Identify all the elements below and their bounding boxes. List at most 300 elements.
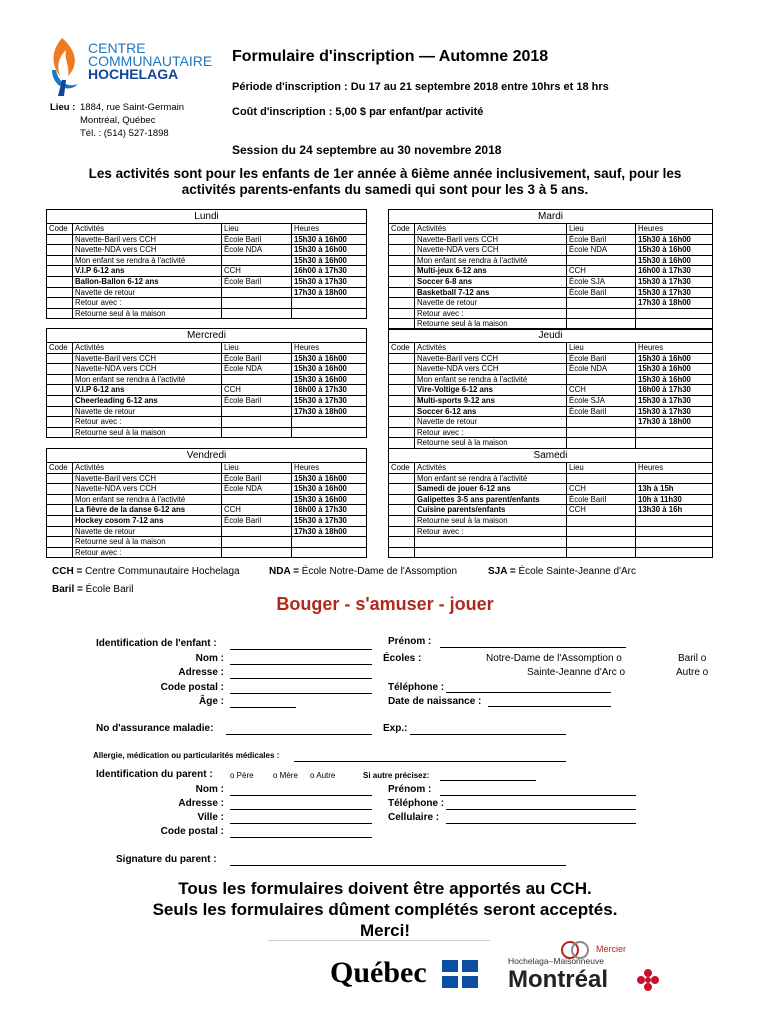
column-header: Code: [47, 463, 73, 474]
column-header: Lieu: [222, 224, 292, 235]
activity-cell: Samedi de jouer 6-12 ans: [415, 484, 567, 495]
activity-cell: Retour avec :: [73, 547, 222, 558]
hours-cell: 17h30 à 18h00: [292, 406, 367, 417]
hours-cell: 17h30 à 18h00: [636, 417, 713, 428]
hours-cell: 15h30 à 16h00: [636, 255, 713, 266]
day-title: Samedi: [389, 449, 713, 463]
column-header: Activités: [415, 224, 567, 235]
hours-cell: [636, 308, 713, 319]
footer-note: Tous les formulaires doivent être apportés au CCH. Seuls les formulaires dûment complétés seront acceptés. Merci!: [152, 879, 618, 940]
code-cell[interactable]: [389, 308, 415, 319]
code-cell[interactable]: [47, 473, 73, 484]
activity-cell: Navette de retour: [415, 417, 567, 428]
activity-cell: [415, 537, 567, 548]
activity-cell: Retour avec :: [415, 308, 567, 319]
activity-cell: Mon enfant se rendra à l'activité: [73, 374, 222, 385]
column-header: Lieu: [222, 343, 292, 354]
activity-cell: Navette-Baril vers CCH: [73, 353, 222, 364]
table-row[interactable]: [47, 526, 367, 537]
code-cell[interactable]: [389, 494, 415, 505]
table-row[interactable]: [389, 427, 713, 438]
code-cell[interactable]: [389, 484, 415, 495]
location-cell: [567, 298, 636, 309]
legend-sja: SJA = École Sainte-Jeanne d'Arc: [488, 566, 637, 577]
table-row[interactable]: [389, 406, 713, 417]
other-option[interactable]: o Autre: [310, 771, 336, 780]
parent-postal-label: Code postal :: [160, 826, 224, 837]
code-cell[interactable]: [389, 287, 415, 298]
code-cell[interactable]: [389, 298, 415, 309]
code-cell[interactable]: [389, 255, 415, 266]
day-title: Vendredi: [47, 449, 367, 463]
intro-text: Les activités sont pour les enfants de 1er année à 6ième année inclusivement, sauf, pour les activités parents-enfants du samedi qui sont pour les 3 à 5 ans.: [88, 166, 682, 197]
code-cell[interactable]: [389, 276, 415, 287]
activity-cell: Retourne seul à la maison: [415, 515, 567, 526]
health-insurance-label: No d'assurance maladie:: [96, 723, 214, 734]
table-row[interactable]: [389, 494, 713, 505]
session-dates: Session du 24 septembre au 30 novembre 2018: [232, 143, 502, 157]
expiry-label: Exp.:: [383, 723, 408, 734]
activity-cell: Soccer 6-8 ans: [415, 276, 567, 287]
code-cell[interactable]: [389, 537, 415, 548]
child-id-label: Identification de l'enfant :: [96, 638, 217, 649]
code-cell[interactable]: [389, 473, 415, 484]
table-row[interactable]: [47, 364, 367, 375]
table-row[interactable]: [389, 308, 713, 319]
hours-cell: [636, 537, 713, 548]
child-age-input[interactable]: [230, 707, 296, 708]
day-title: Mardi: [389, 210, 713, 224]
hours-cell: 15h30 à 16h00: [292, 234, 367, 245]
table-row[interactable]: [47, 484, 367, 495]
activity-cell: Navette-NDA vers CCH: [73, 245, 222, 256]
birthdate-label: Date de naissance :: [388, 696, 482, 707]
column-header: Activités: [415, 463, 567, 474]
column-header: Code: [47, 343, 73, 354]
table-row[interactable]: [47, 417, 367, 428]
hours-cell: 15h30 à 16h00: [292, 473, 367, 484]
table-row[interactable]: [47, 234, 367, 245]
code-cell[interactable]: [47, 255, 73, 266]
table-row[interactable]: [389, 255, 713, 266]
code-cell[interactable]: [389, 505, 415, 516]
activity-cell: Retourne seul à la maison: [415, 319, 567, 330]
montreal-logo: Mercier Hochelaga–Maisonneuve Montréal: [508, 940, 683, 1000]
parent-cell-label: Cellulaire :: [388, 812, 440, 823]
column-header: Heures: [636, 224, 713, 235]
column-header: Activités: [73, 343, 222, 354]
parent-city-label: Ville :: [197, 812, 224, 823]
schedule-mardi: [388, 209, 713, 330]
activity-cell: Multi-jeux 6-12 ans: [415, 266, 567, 277]
hours-cell: [636, 526, 713, 537]
hours-cell: [636, 427, 713, 438]
hours-cell: [292, 427, 367, 438]
location-cell: [567, 308, 636, 319]
column-header: Heures: [292, 343, 367, 354]
activity-cell: Retourne seul à la maison: [73, 537, 222, 548]
code-cell[interactable]: [47, 287, 73, 298]
column-header: Lieu: [222, 463, 292, 474]
hours-cell: 15h30 à 17h30: [292, 276, 367, 287]
location-cell: CCH: [567, 385, 636, 396]
table-row[interactable]: [389, 364, 713, 375]
table-row[interactable]: [389, 287, 713, 298]
column-header: Heures: [636, 343, 713, 354]
location-cell: [222, 298, 292, 309]
code-cell[interactable]: [389, 245, 415, 256]
lieu-label: Lieu :: [50, 102, 76, 113]
table-row[interactable]: [389, 438, 713, 449]
location-cell: École NDA: [222, 245, 292, 256]
code-cell[interactable]: [47, 537, 73, 548]
activity-cell: Soccer 6-12 ans: [415, 406, 567, 417]
column-header: Code: [47, 224, 73, 235]
schools-label: Écoles :: [383, 653, 422, 664]
father-option[interactable]: o Père: [230, 771, 254, 780]
table-row[interactable]: [47, 494, 367, 505]
code-cell[interactable]: [47, 406, 73, 417]
location-cell: École Baril: [567, 234, 636, 245]
hours-cell: [292, 547, 367, 558]
activity-cell: V.I.P 6-12 ans: [73, 266, 222, 277]
code-cell[interactable]: [389, 385, 415, 396]
table-row[interactable]: [389, 234, 713, 245]
schedule-mercredi: [46, 328, 367, 438]
location-cell: [222, 374, 292, 385]
activity-cell: Navette-NDA vers CCH: [415, 245, 567, 256]
code-cell[interactable]: [47, 364, 73, 375]
table-row[interactable]: [389, 245, 713, 256]
column-header: Lieu: [567, 463, 636, 474]
activity-cell: Navette de retour: [73, 406, 222, 417]
table-row[interactable]: [47, 385, 367, 396]
location-cell: [567, 537, 636, 548]
table-row[interactable]: [389, 505, 713, 516]
allergy-label: Allergie, médication ou particularités médicales :: [93, 751, 280, 760]
hours-cell: 15h30 à 17h30: [636, 395, 713, 406]
code-cell[interactable]: [389, 438, 415, 449]
table-row[interactable]: [47, 353, 367, 364]
location-cell: École Baril: [567, 353, 636, 364]
code-cell[interactable]: [47, 245, 73, 256]
table-row[interactable]: [47, 406, 367, 417]
location-cell: [222, 406, 292, 417]
hours-cell: 15h30 à 17h30: [636, 287, 713, 298]
code-cell[interactable]: [47, 417, 73, 428]
column-header: Activités: [73, 224, 222, 235]
school-other-option[interactable]: Autre o: [676, 667, 709, 678]
location-cell: École NDA: [567, 245, 636, 256]
code-cell[interactable]: [389, 234, 415, 245]
activity-cell: Mon enfant se rendra à l'activité: [73, 255, 222, 266]
location-cell: [567, 417, 636, 428]
code-cell[interactable]: [47, 484, 73, 495]
table-row[interactable]: [47, 287, 367, 298]
specify-input[interactable]: [440, 780, 536, 781]
code-cell[interactable]: [47, 234, 73, 245]
activity-cell: Navette-NDA vers CCH: [73, 484, 222, 495]
specify-label: Si autre précisez:: [363, 771, 430, 780]
column-header: Heures: [636, 463, 713, 474]
parent-phone-input[interactable]: [446, 809, 636, 810]
schedule-lundi: [46, 209, 367, 319]
activity-cell: Retourne seul à la maison: [73, 427, 222, 438]
parent-address-label: Adresse :: [178, 798, 224, 809]
parent-cell-input[interactable]: [446, 823, 636, 824]
signature-input[interactable]: [230, 865, 566, 866]
column-header: Code: [389, 463, 415, 474]
child-name-label: Nom :: [195, 653, 224, 664]
column-header: Lieu: [567, 224, 636, 235]
code-cell[interactable]: [47, 276, 73, 287]
table-row[interactable]: [47, 537, 367, 548]
table-row[interactable]: [389, 473, 713, 484]
hours-cell: 15h30 à 16h00: [292, 484, 367, 495]
table-row[interactable]: [389, 547, 713, 558]
table-row[interactable]: [389, 484, 713, 495]
code-cell[interactable]: [47, 505, 73, 516]
parent-firstname-input[interactable]: [440, 795, 636, 796]
table-row[interactable]: [389, 537, 713, 548]
child-phone-input[interactable]: [446, 692, 611, 693]
code-cell[interactable]: [389, 374, 415, 385]
registration-period: Période d'inscription : Du 17 au 21 septembre 2018 entre 10hrs et 18 hrs: [232, 81, 609, 93]
code-cell[interactable]: [47, 266, 73, 277]
school-nda-option[interactable]: Notre-Dame de l'Assomption o: [486, 653, 622, 664]
table-row[interactable]: [47, 374, 367, 385]
activity-cell: Retourne seul à la maison: [415, 438, 567, 449]
location-cell: École Baril: [222, 395, 292, 406]
code-cell[interactable]: [47, 515, 73, 526]
flame-icon: [48, 36, 80, 96]
legend-cch: CCH = Centre Communautaire Hochelaga: [52, 566, 240, 577]
location-cell: [222, 287, 292, 298]
activity-cell: Vire-Voltige 6-12 ans: [415, 385, 567, 396]
legend-baril: Baril = École Baril: [52, 584, 134, 595]
table-row[interactable]: [47, 308, 367, 319]
table-row[interactable]: [389, 353, 713, 364]
column-header: Code: [389, 343, 415, 354]
table-row[interactable]: [47, 245, 367, 256]
hours-cell: 17h30 à 18h00: [292, 526, 367, 537]
table-row[interactable]: [389, 374, 713, 385]
code-cell[interactable]: [47, 494, 73, 505]
table-row[interactable]: [47, 276, 367, 287]
table-row[interactable]: [389, 526, 713, 537]
code-cell[interactable]: [47, 526, 73, 537]
column-header: Activités: [415, 343, 567, 354]
location-cell: École NDA: [222, 364, 292, 375]
code-cell[interactable]: [47, 427, 73, 438]
code-cell[interactable]: [47, 395, 73, 406]
parent-city-input[interactable]: [230, 823, 372, 824]
schedule-jeudi: [388, 328, 713, 449]
code-cell[interactable]: [389, 427, 415, 438]
location-cell: [222, 537, 292, 548]
hours-cell: 15h30 à 17h30: [636, 406, 713, 417]
activity-cell: Navette-NDA vers CCH: [73, 364, 222, 375]
parent-name-label: Nom :: [195, 784, 224, 795]
code-cell[interactable]: [47, 353, 73, 364]
activity-cell: Navette-Baril vers CCH: [73, 234, 222, 245]
location-cell: [222, 417, 292, 428]
location-cell: [222, 308, 292, 319]
code-cell[interactable]: [389, 266, 415, 277]
day-title: Jeudi: [389, 329, 713, 343]
activity-cell: Navette-Baril vers CCH: [415, 353, 567, 364]
health-insurance-input[interactable]: [226, 734, 372, 735]
table-row[interactable]: [389, 266, 713, 277]
table-row[interactable]: [47, 515, 367, 526]
table-row[interactable]: [47, 266, 367, 277]
hours-cell: 16h00 à 17h30: [292, 505, 367, 516]
activity-cell: Navette de retour: [73, 526, 222, 537]
child-id-input[interactable]: [230, 649, 372, 650]
expiry-input[interactable]: [410, 734, 566, 735]
allergy-input[interactable]: [294, 761, 566, 762]
location-cell: École Baril: [222, 353, 292, 364]
activity-cell: Navette-NDA vers CCH: [415, 364, 567, 375]
location-cell: École Baril: [222, 515, 292, 526]
activity-cell: Navette de retour: [73, 287, 222, 298]
location-cell: École Baril: [222, 234, 292, 245]
org-name: CENTRE COMMUNAUTAIRE HOCHELAGA: [88, 40, 213, 82]
parent-address-input[interactable]: [230, 809, 372, 810]
code-cell[interactable]: [389, 406, 415, 417]
parent-name-input[interactable]: [230, 795, 372, 796]
code-cell[interactable]: [47, 547, 73, 558]
code-cell[interactable]: [389, 547, 415, 558]
birthdate-input[interactable]: [488, 706, 611, 707]
table-row[interactable]: [47, 395, 367, 406]
hours-cell: 15h30 à 17h30: [292, 515, 367, 526]
hours-cell: 15h30 à 16h00: [636, 234, 713, 245]
activity-cell: Mon enfant se rendra à l'activité: [415, 255, 567, 266]
divider: [268, 940, 490, 941]
day-title: Mercredi: [47, 329, 367, 343]
hours-cell: 17h30 à 18h00: [636, 298, 713, 309]
schedule-samedi: [388, 448, 713, 558]
address: 1884, rue Saint-Germain Montréal, Québec Tél. : (514) 527-1898: [80, 102, 185, 139]
hours-cell: 15h30 à 16h00: [636, 374, 713, 385]
child-age-label: Âge :: [199, 696, 224, 707]
table-row[interactable]: [47, 255, 367, 266]
code-cell[interactable]: [47, 308, 73, 319]
location-cell: École Baril: [222, 473, 292, 484]
table-row[interactable]: [389, 395, 713, 406]
hours-cell: 15h30 à 16h00: [292, 494, 367, 505]
schedule-vendredi: [46, 448, 367, 558]
code-cell[interactable]: [47, 385, 73, 396]
child-postal-input[interactable]: [230, 693, 372, 694]
code-cell[interactable]: [389, 515, 415, 526]
location-cell: CCH: [222, 505, 292, 516]
code-cell[interactable]: [389, 353, 415, 364]
school-sja-option[interactable]: Sainte-Jeanne d'Arc o: [527, 667, 626, 678]
hours-cell: 15h30 à 17h30: [292, 395, 367, 406]
column-header: Activités: [73, 463, 222, 474]
hours-cell: [292, 308, 367, 319]
hours-cell: 13h30 à 16h: [636, 505, 713, 516]
activity-cell: Hockey cosom 7-12 ans: [73, 515, 222, 526]
mother-option[interactable]: o Mère: [273, 771, 298, 780]
table-row[interactable]: [389, 515, 713, 526]
location-cell: [222, 547, 292, 558]
cost: Coût d'inscription : 5,00 $ par enfant/par activité: [232, 106, 484, 118]
hours-cell: 15h30 à 16h00: [292, 245, 367, 256]
activity-cell: Cuisine parents/enfants: [415, 505, 567, 516]
child-name-input[interactable]: [230, 664, 372, 665]
child-firstname-label: Prénom :: [388, 636, 432, 647]
table-row[interactable]: [47, 505, 367, 516]
parent-phone-label: Téléphone :: [388, 798, 445, 809]
table-row[interactable]: [47, 473, 367, 484]
hours-cell: 17h30 à 18h00: [292, 287, 367, 298]
signature-label: Signature du parent :: [116, 854, 217, 865]
column-header: Code: [389, 224, 415, 235]
child-address-input[interactable]: [230, 678, 372, 679]
location-cell: [567, 547, 636, 558]
table-row[interactable]: [389, 417, 713, 428]
hours-cell: 15h30 à 16h00: [292, 374, 367, 385]
code-cell[interactable]: [47, 298, 73, 309]
location-cell: [567, 438, 636, 449]
location-cell: École Baril: [567, 287, 636, 298]
hours-cell: [292, 298, 367, 309]
location-cell: École Baril: [222, 276, 292, 287]
quebec-flag-icon: [442, 960, 478, 988]
code-cell[interactable]: [47, 374, 73, 385]
code-cell[interactable]: [389, 364, 415, 375]
parent-postal-input[interactable]: [230, 837, 372, 838]
activity-cell: Navette-Baril vers CCH: [73, 473, 222, 484]
column-header: Heures: [292, 463, 367, 474]
hours-cell: 15h30 à 16h00: [292, 364, 367, 375]
child-firstname-input[interactable]: [440, 647, 626, 648]
activity-cell: Retour avec :: [73, 417, 222, 428]
location-cell: CCH: [222, 266, 292, 277]
location-cell: CCH: [567, 505, 636, 516]
activity-cell: Galipettes 3-5 ans parent/enfants: [415, 494, 567, 505]
location-cell: [222, 526, 292, 537]
hours-cell: [292, 537, 367, 548]
code-cell[interactable]: [389, 526, 415, 537]
table-row[interactable]: [389, 276, 713, 287]
code-cell[interactable]: [389, 395, 415, 406]
hours-cell: [636, 473, 713, 484]
code-cell[interactable]: [389, 417, 415, 428]
activity-cell: Retour avec :: [415, 427, 567, 438]
location-cell: [567, 427, 636, 438]
table-row[interactable]: [47, 427, 367, 438]
location-cell: [567, 255, 636, 266]
table-row[interactable]: [389, 298, 713, 309]
hours-cell: [636, 547, 713, 558]
activity-cell: Basketball 7-12 ans: [415, 287, 567, 298]
table-row[interactable]: [389, 385, 713, 396]
hours-cell: 10h à 11h30: [636, 494, 713, 505]
school-baril-option[interactable]: Baril o: [678, 653, 707, 664]
child-postal-label: Code postal :: [160, 682, 224, 693]
location-cell: [222, 255, 292, 266]
table-row[interactable]: [47, 547, 367, 558]
location-cell: CCH: [567, 484, 636, 495]
location-cell: [567, 473, 636, 484]
activity-cell: Mon enfant se rendra à l'activité: [415, 374, 567, 385]
table-row[interactable]: [47, 298, 367, 309]
activity-cell: Ballon-Ballon 6-12 ans: [73, 276, 222, 287]
